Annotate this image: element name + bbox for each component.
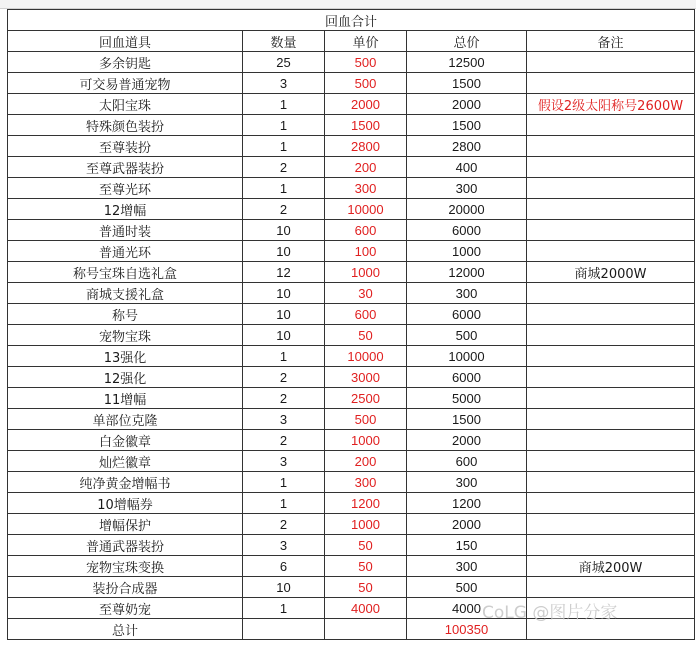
header-price[interactable]: 单价: [325, 31, 407, 52]
grand-total[interactable]: 100350: [407, 619, 527, 640]
cell-price[interactable]: 500: [325, 52, 407, 73]
cell-item[interactable]: 商城支援礼盒: [8, 283, 243, 304]
cell-note[interactable]: [527, 283, 695, 304]
cell-price[interactable]: 300: [325, 178, 407, 199]
cell-total[interactable]: 300: [407, 283, 527, 304]
cell-total[interactable]: 400: [407, 157, 527, 178]
cell-item[interactable]: 至尊奶宠: [8, 598, 243, 619]
cell-qty[interactable]: 3: [243, 409, 325, 430]
total-label[interactable]: 总计: [8, 619, 243, 640]
cell-price[interactable]: 50: [325, 325, 407, 346]
table-row: [8, 514, 695, 535]
cell-qty[interactable]: 2: [243, 199, 325, 220]
cell-note[interactable]: [527, 367, 695, 388]
table-row: [8, 241, 695, 262]
cell-total[interactable]: 5000: [407, 388, 527, 409]
cell-item[interactable]: 12增幅: [8, 199, 243, 220]
cell-qty[interactable]: 10: [243, 220, 325, 241]
cell-price[interactable]: 2500: [325, 388, 407, 409]
cell-note[interactable]: [527, 346, 695, 367]
cell-total[interactable]: 12500: [407, 52, 527, 73]
cell-price[interactable]: 1000: [325, 514, 407, 535]
cell-total[interactable]: 500: [407, 577, 527, 598]
cell-price[interactable]: 600: [325, 220, 407, 241]
cell-item[interactable]: 12强化: [8, 367, 243, 388]
table-row: [8, 178, 695, 199]
table-row: [8, 283, 695, 304]
cell-note[interactable]: [527, 220, 695, 241]
cell-price[interactable]: 100: [325, 241, 407, 262]
table-row: [8, 430, 695, 451]
cell-price[interactable]: 1000: [325, 262, 407, 283]
header-note[interactable]: 备注: [527, 31, 695, 52]
table-row: [8, 73, 695, 94]
cell-qty[interactable]: 2: [243, 430, 325, 451]
table-row: [8, 115, 695, 136]
cell-total[interactable]: 2800: [407, 136, 527, 157]
table-row: [8, 199, 695, 220]
cell-note[interactable]: [527, 52, 695, 73]
cell-qty[interactable]: 1: [243, 94, 325, 115]
cell-item[interactable]: 称号: [8, 304, 243, 325]
cell-item[interactable]: 可交易普通宠物: [8, 73, 243, 94]
cell-price[interactable]: 600: [325, 304, 407, 325]
cell-item[interactable]: 至尊装扮: [8, 136, 243, 157]
cell-price[interactable]: 200: [325, 157, 407, 178]
table-row: [8, 52, 695, 73]
cell-note[interactable]: [527, 241, 695, 262]
cell-item[interactable]: 至尊武器装扮: [8, 157, 243, 178]
cell-qty[interactable]: 25: [243, 52, 325, 73]
cell-qty[interactable]: [243, 619, 325, 640]
cell-qty[interactable]: 6: [243, 556, 325, 577]
cell-total[interactable]: 1500: [407, 73, 527, 94]
cell-qty[interactable]: 10: [243, 577, 325, 598]
cell-note[interactable]: [527, 493, 695, 514]
cell-price[interactable]: 200: [325, 451, 407, 472]
cell-total[interactable]: 4000: [407, 598, 527, 619]
cell-total[interactable]: 300: [407, 556, 527, 577]
cell-price[interactable]: 1000: [325, 430, 407, 451]
cell-note[interactable]: [527, 472, 695, 493]
cell-qty[interactable]: 10: [243, 304, 325, 325]
cell-price[interactable]: 10000: [325, 199, 407, 220]
cell-qty[interactable]: 1: [243, 346, 325, 367]
cell-qty[interactable]: 3: [243, 451, 325, 472]
table-row: [8, 577, 695, 598]
cell-item[interactable]: 纯净黄金增幅书: [8, 472, 243, 493]
cell-price[interactable]: 50: [325, 535, 407, 556]
cell-item[interactable]: 普通武器装扮: [8, 535, 243, 556]
table-row: [8, 325, 695, 346]
table-row: [8, 388, 695, 409]
table-row: [8, 304, 695, 325]
cell-price[interactable]: 30: [325, 283, 407, 304]
table-row: [8, 346, 695, 367]
cell-item[interactable]: 太阳宝珠: [8, 94, 243, 115]
cell-qty[interactable]: 2: [243, 514, 325, 535]
table-row: [8, 556, 695, 577]
cell-item[interactable]: 普通光环: [8, 241, 243, 262]
cell-total[interactable]: 1200: [407, 493, 527, 514]
header-item[interactable]: 回血道具: [8, 31, 243, 52]
cell-qty[interactable]: 2: [243, 367, 325, 388]
cell-total[interactable]: 20000: [407, 199, 527, 220]
cell-note[interactable]: [527, 430, 695, 451]
cell-qty[interactable]: 10: [243, 283, 325, 304]
cell-qty[interactable]: 1: [243, 178, 325, 199]
cell-item[interactable]: 白金徽章: [8, 430, 243, 451]
table-row: [8, 472, 695, 493]
cell-qty[interactable]: 1: [243, 493, 325, 514]
spreadsheet-table: [7, 9, 695, 640]
cell-item[interactable]: 单部位克隆: [8, 409, 243, 430]
header-row: [8, 31, 695, 52]
cell-total[interactable]: 150: [407, 535, 527, 556]
cell-qty[interactable]: 12: [243, 262, 325, 283]
table-row: [8, 220, 695, 241]
column-header-strip: [0, 0, 696, 9]
cell-note[interactable]: [527, 136, 695, 157]
cell-note[interactable]: [527, 388, 695, 409]
table-row: [8, 157, 695, 178]
cell-note[interactable]: [527, 577, 695, 598]
cell-item[interactable]: 增幅保护: [8, 514, 243, 535]
cell-note[interactable]: [527, 178, 695, 199]
cell-total[interactable]: 1500: [407, 409, 527, 430]
cell-note[interactable]: [527, 304, 695, 325]
cell-note[interactable]: [527, 73, 695, 94]
cell-item[interactable]: 多余钥匙: [8, 52, 243, 73]
cell-price[interactable]: 500: [325, 409, 407, 430]
cell-note[interactable]: [527, 409, 695, 430]
cell-item[interactable]: 10增幅券: [8, 493, 243, 514]
cell-note[interactable]: 假设2级太阳称号2600W: [527, 94, 695, 115]
cell-item[interactable]: 11增幅: [8, 388, 243, 409]
cell-item[interactable]: 宠物宝珠: [8, 325, 243, 346]
cell-total[interactable]: 600: [407, 451, 527, 472]
cell-price[interactable]: [325, 619, 407, 640]
cell-item[interactable]: 称号宝珠自选礼盒: [8, 262, 243, 283]
table-row: [8, 262, 695, 283]
table-row: [8, 367, 695, 388]
cell-qty[interactable]: 1: [243, 115, 325, 136]
cell-price[interactable]: 500: [325, 73, 407, 94]
table-row: [8, 409, 695, 430]
cell-price[interactable]: 50: [325, 556, 407, 577]
cell-price[interactable]: 10000: [325, 346, 407, 367]
cell-price[interactable]: 3000: [325, 367, 407, 388]
cell-price[interactable]: 1500: [325, 115, 407, 136]
cell-total[interactable]: 12000: [407, 262, 527, 283]
cell-qty[interactable]: 3: [243, 73, 325, 94]
cell-qty[interactable]: 2: [243, 388, 325, 409]
cell-price[interactable]: 2800: [325, 136, 407, 157]
cell-item[interactable]: 灿烂徽章: [8, 451, 243, 472]
cell-total[interactable]: 2000: [407, 514, 527, 535]
table-row: [8, 493, 695, 514]
cell-price[interactable]: 1200: [325, 493, 407, 514]
cell-note[interactable]: [527, 157, 695, 178]
cell-qty[interactable]: 3: [243, 535, 325, 556]
cell-total[interactable]: 300: [407, 472, 527, 493]
cell-total[interactable]: 2000: [407, 430, 527, 451]
cell-qty[interactable]: 1: [243, 598, 325, 619]
cell-price[interactable]: 4000: [325, 598, 407, 619]
cell-item[interactable]: 13强化: [8, 346, 243, 367]
table-row: [8, 136, 695, 157]
cell-item[interactable]: 特殊颜色装扮: [8, 115, 243, 136]
cell-price[interactable]: 300: [325, 472, 407, 493]
title-row: [8, 10, 695, 31]
sheet-title[interactable]: 回血合计: [8, 10, 695, 31]
cell-total[interactable]: 1500: [407, 115, 527, 136]
cell-note[interactable]: 商城200W: [527, 556, 695, 577]
cell-item[interactable]: 至尊光环: [8, 178, 243, 199]
header-total[interactable]: 总价: [407, 31, 527, 52]
cell-total[interactable]: 6000: [407, 304, 527, 325]
cell-price[interactable]: 2000: [325, 94, 407, 115]
cell-item[interactable]: 普通时装: [8, 220, 243, 241]
watermark-text: CoLG @图片分家: [482, 603, 618, 623]
cell-qty[interactable]: 10: [243, 241, 325, 262]
cell-qty[interactable]: 1: [243, 136, 325, 157]
cell-total[interactable]: 10000: [407, 346, 527, 367]
cell-qty[interactable]: 1: [243, 472, 325, 493]
table-row: [8, 535, 695, 556]
cell-qty[interactable]: 10: [243, 325, 325, 346]
cell-note[interactable]: 商城2000W: [527, 262, 695, 283]
cell-note[interactable]: [527, 535, 695, 556]
cell-note[interactable]: [527, 115, 695, 136]
table-row: [8, 94, 695, 115]
cell-item[interactable]: 宠物宝珠变换: [8, 556, 243, 577]
cell-total[interactable]: 300: [407, 178, 527, 199]
table-row: [8, 451, 695, 472]
cell-price[interactable]: 50: [325, 577, 407, 598]
cell-total[interactable]: 6000: [407, 367, 527, 388]
cell-qty[interactable]: 2: [243, 157, 325, 178]
cell-note[interactable]: [527, 325, 695, 346]
cell-note[interactable]: [527, 451, 695, 472]
cell-total[interactable]: 6000: [407, 220, 527, 241]
cell-total[interactable]: 2000: [407, 94, 527, 115]
cell-total[interactable]: 1000: [407, 241, 527, 262]
cell-note[interactable]: [527, 199, 695, 220]
header-qty[interactable]: 数量: [243, 31, 325, 52]
cell-note[interactable]: [527, 514, 695, 535]
cell-item[interactable]: 装扮合成器: [8, 577, 243, 598]
cell-total[interactable]: 500: [407, 325, 527, 346]
